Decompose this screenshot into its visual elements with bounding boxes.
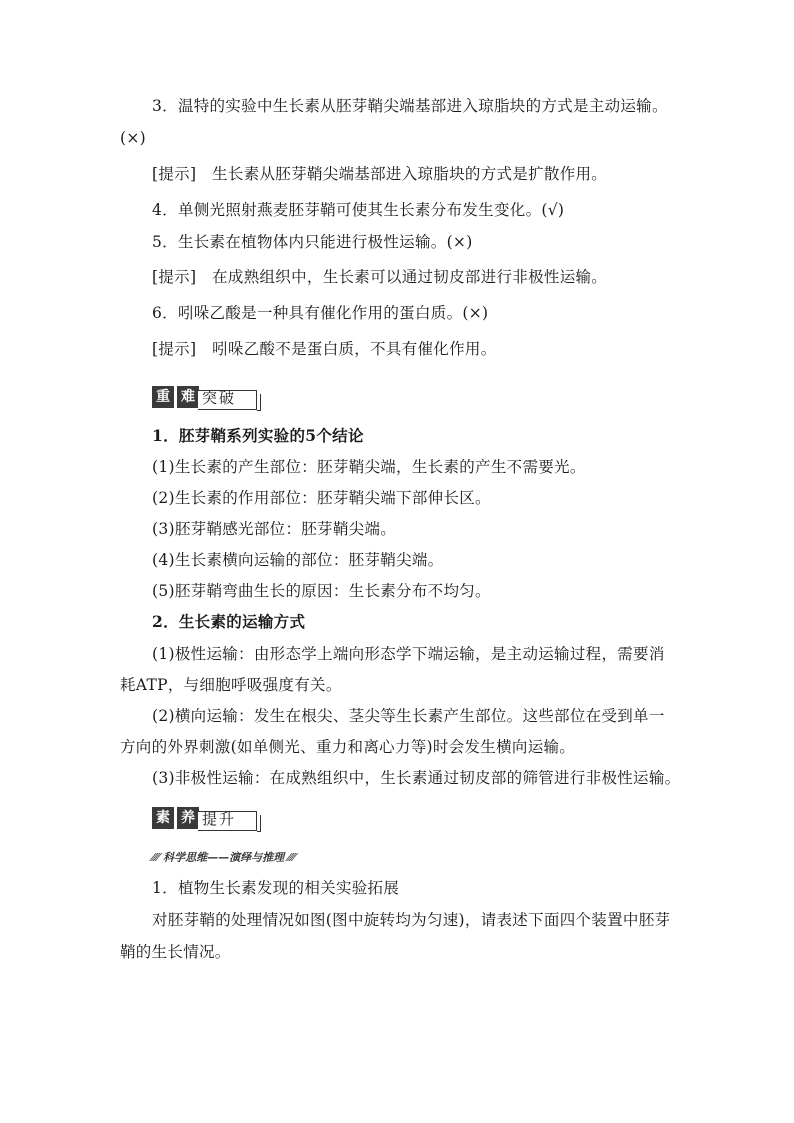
point-1-item-4: (4)生长素横向运输的部位：胚芽鞘尖端。: [152, 551, 444, 569]
statement-3: 3．温特的实验中生长素从胚芽鞘尖端基部进入琼脂块的方式是主动运输。: [152, 97, 668, 115]
point-2-item-1: (1)极性运输：由形态学上端向形态学下端运输，是主动运输过程，需要消: [152, 645, 665, 663]
point-1-item-2: (2)生长素的作用部位：胚芽鞘尖端下部伸长区。: [152, 489, 491, 507]
hint-3: [提示] 生长素从胚芽鞘尖端基部进入琼脂块的方式是扩散作用。: [152, 165, 608, 183]
point-1-item-1: (1)生长素的产生部位：胚芽鞘尖端，生长素的产生不需要光。: [152, 458, 586, 476]
banner-tile: 养: [177, 807, 199, 829]
extension-body: 对胚芽鞘的处理情况如图(图中旋转均为匀速)，请表述下面四个装置中胚芽: [152, 911, 671, 929]
hint-5: [提示] 在成熟组织中，生长素可以通过韧皮部进行非极性运输。: [152, 268, 608, 286]
point-2-item-2-cont: 方向的外界刺激(如单侧光、重力和离心力等)时会发生横向运输。: [120, 738, 576, 756]
point-1-heading: 1．胚芽鞘系列实验的5个结论: [152, 426, 364, 445]
statement-5: 5．生长素在植物体内只能进行极性运输。(×): [152, 233, 473, 251]
point-1-item-3: (3)胚芽鞘感光部位：胚芽鞘尖端。: [152, 520, 397, 538]
banner-tile: 重: [152, 386, 174, 408]
section-banner-key-difficulties: [152, 386, 260, 410]
point-1-item-5: (5)胚芽鞘弯曲生长的原因：生长素分布不均匀。: [152, 582, 491, 600]
banner-tile: 难: [177, 386, 199, 408]
subsection-label: ⁄⁄⁄⁄ 科学思维——演绎与推理 ⁄⁄⁄⁄: [152, 851, 296, 864]
banner-label: 突破: [202, 389, 237, 407]
statement-3-judgement: (×): [120, 129, 146, 147]
hint-6: [提示] 吲哚乙酸不是蛋白质，不具有催化作用。: [152, 340, 497, 358]
point-2-heading: 2．生长素的运输方式: [152, 612, 306, 631]
banner-label: 提升: [202, 810, 237, 828]
point-2-item-2: (2)横向运输：发生在根尖、茎尖等生长素产生部位。这些部位在受到单一: [152, 707, 665, 725]
extension-body-cont: 鞘的生长情况。: [120, 943, 231, 961]
statement-4: 4．单侧光照射燕麦胚芽鞘可使其生长素分布发生变化。(√): [152, 201, 565, 219]
banner-tile: 素: [152, 807, 174, 829]
statement-6: 6．吲哚乙酸是一种具有催化作用的蛋白质。(×): [152, 304, 489, 322]
point-2-item-3: (3)非极性运输：在成熟组织中，生长素通过韧皮部的筛管进行非极性运输。: [152, 769, 681, 787]
extension-heading: 1．植物生长素发现的相关实验拓展: [152, 879, 400, 897]
point-2-item-1-cont: 耗ATP，与细胞呼吸强度有关。: [120, 676, 342, 694]
section-banner-literacy: [152, 807, 260, 831]
